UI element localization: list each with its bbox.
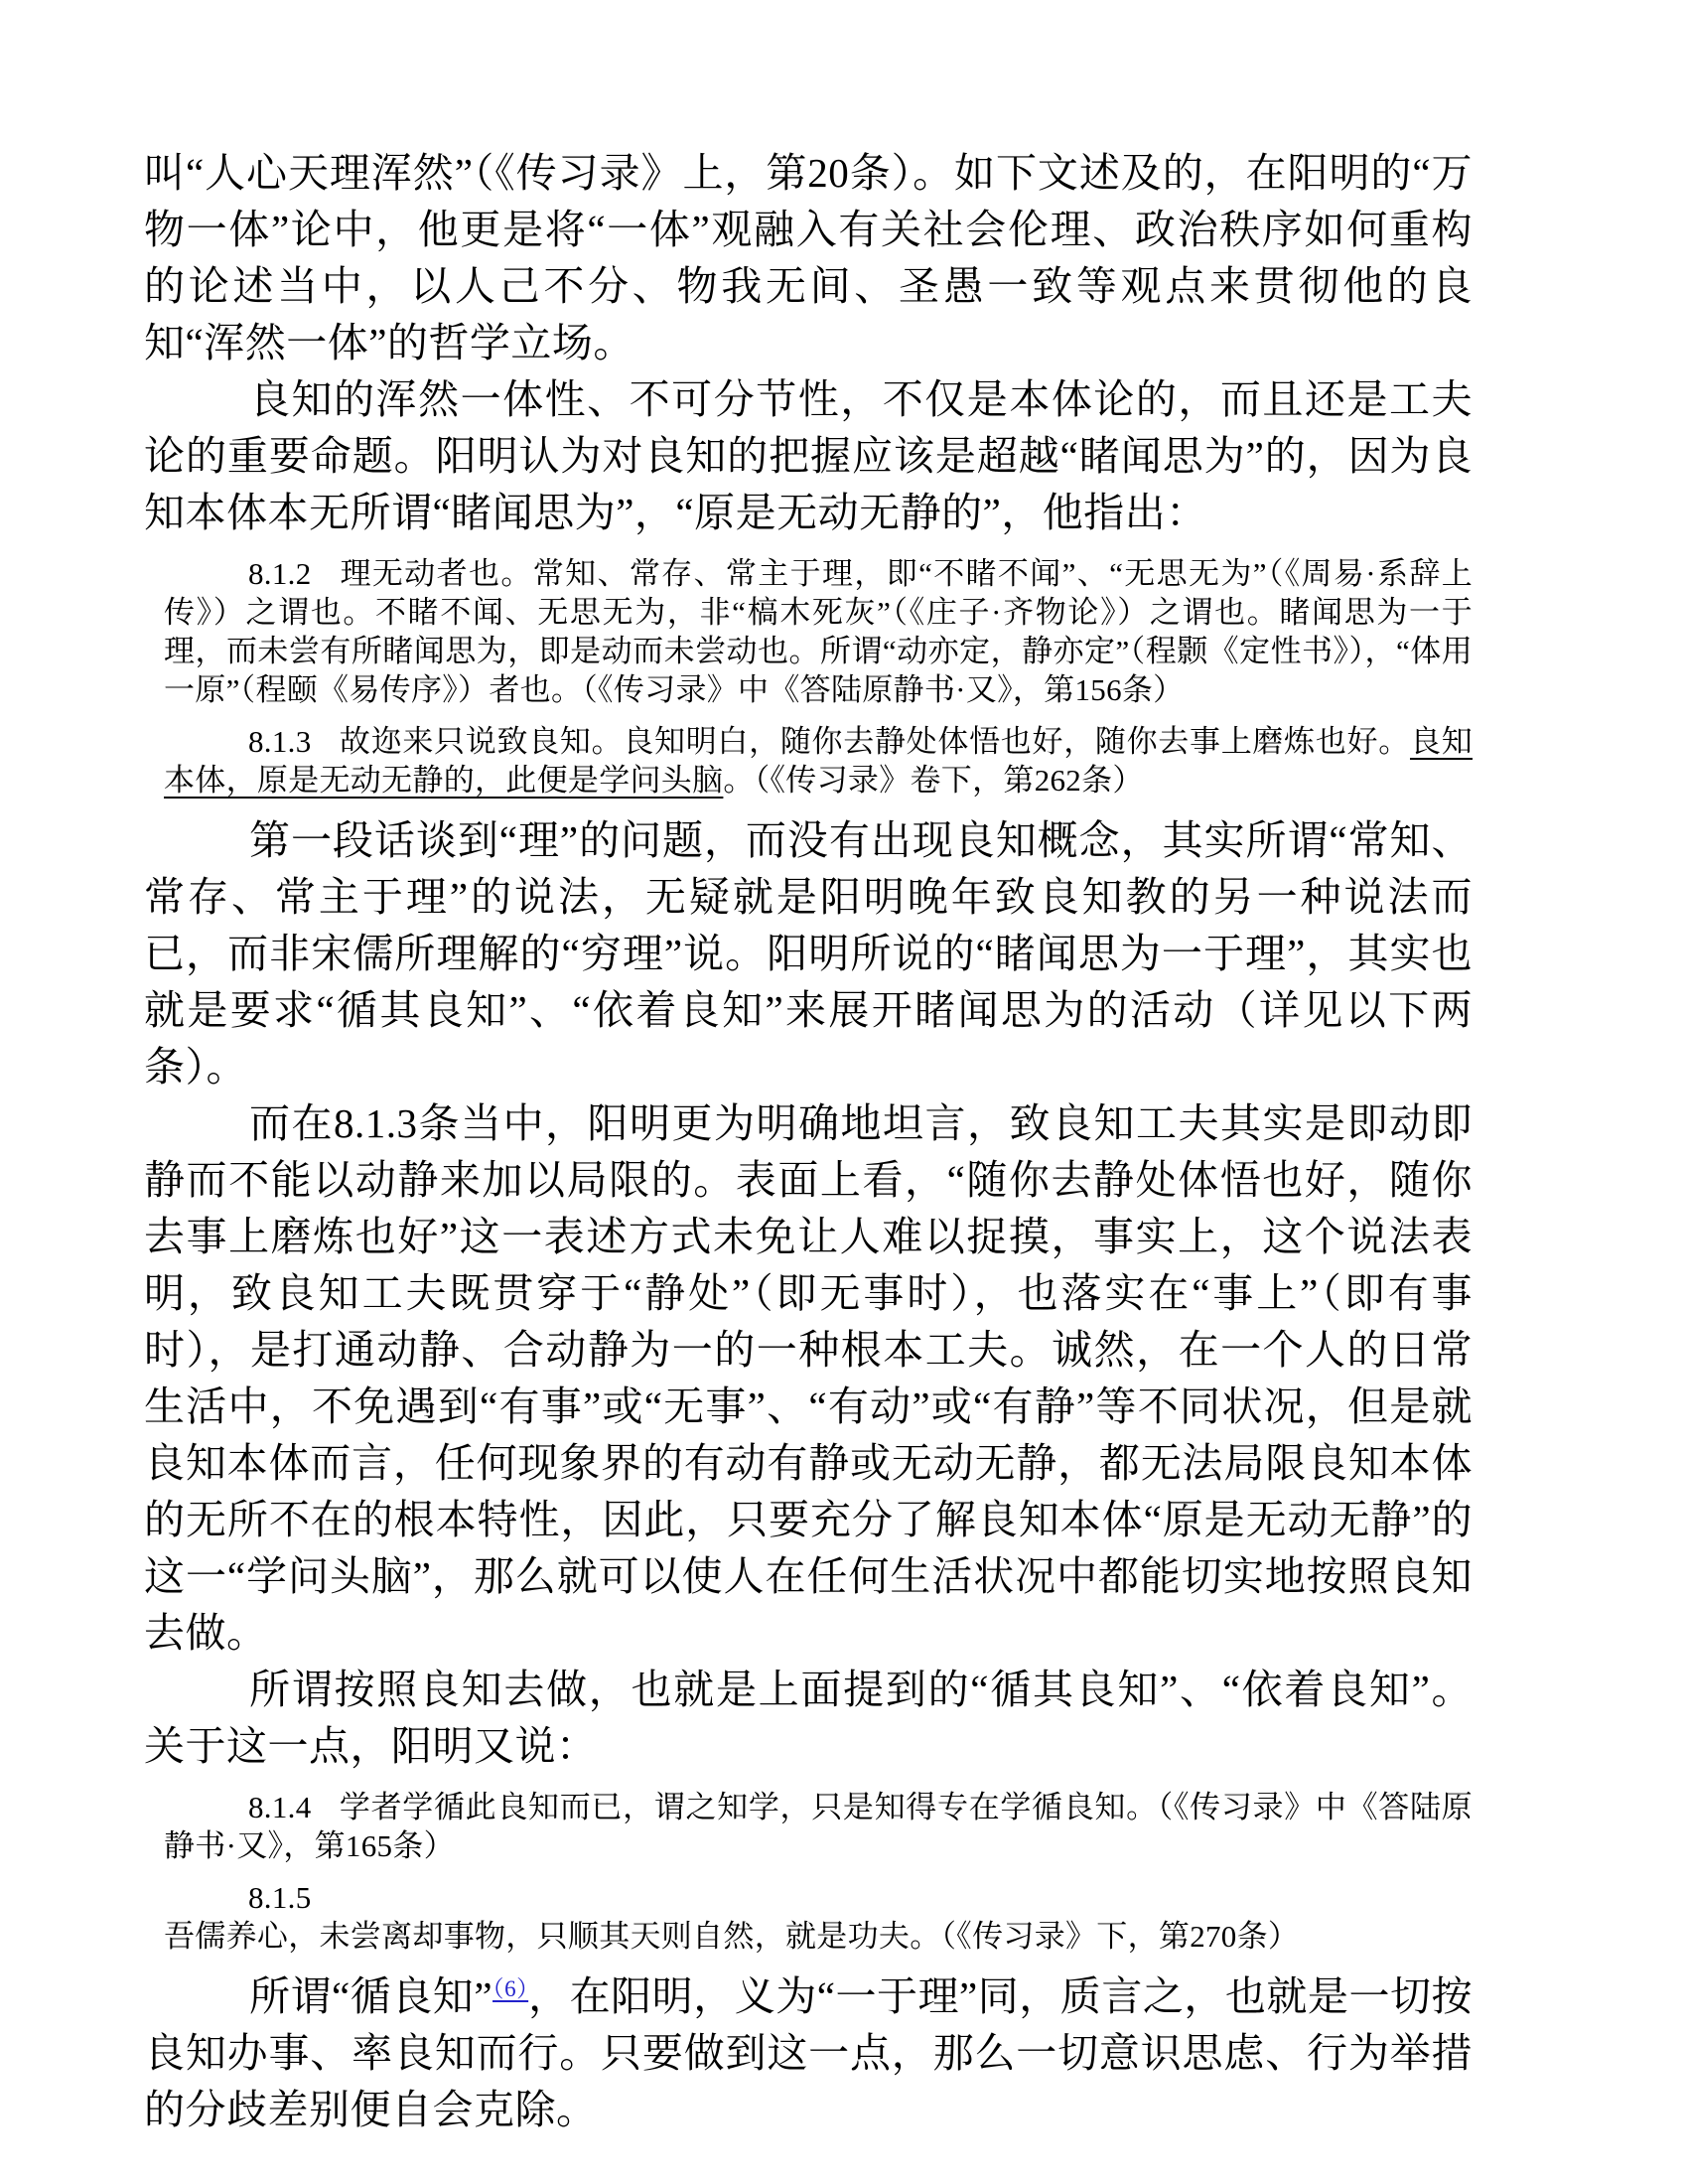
blockquote-8-1-5 <box>164 1878 1473 1956</box>
quote-text: 吾儒养心，未尝离却事物，只顺其天则自然，就是功夫。（《传习录》下，第270条） <box>164 1919 1300 1954</box>
paragraph-conclusion <box>144 1968 1473 2138</box>
footnote-link-6[interactable]: （6） <box>492 1976 529 2001</box>
paragraph-follow-liangzhi: 所谓按照良知去做，也就是上面提到的“循其良知”、“依着良知”。关于这一点，阳明又说： <box>144 1667 1473 1769</box>
quote-number-label: 8.1.3 <box>248 724 312 759</box>
paragraph-continuation: 叫“人心天理浑然”（《传习录》上，第20条）。如下文述及的，在阳明的“万物一体”论中，他更是将“一体”观融入有关社会伦理、政治秩序如何重构的论述当中，以人己不分、物我无间、圣愚一致等观点来贯彻他的良知“浑然一体”的哲学立场。 <box>144 150 1473 365</box>
blockquote-8-1-2 <box>164 554 1473 709</box>
quote-number-label: 8.1.5 <box>248 1880 312 1915</box>
paragraph-liangzhi-oneness: 良知的浑然一体性、不可分节性，不仅是本体论的，而且还是工夫论的重要命题。阳明认为对良知的把握应该是超越“睹闻思为”的，因为良知本体本无所谓“睹闻思为”，“原是无动无静的”，他指出： <box>144 376 1473 535</box>
blockquote-8-1-4 <box>164 1788 1473 1865</box>
quote-number-label: 8.1.2 <box>248 556 312 591</box>
quote-text: 理无动者也。常知、常存、常主于理，即“不睹不闻”、“无思无为”（《周易·系辞上传》）之谓也。不睹不闻、无思无为，非“槁木死灰”（《庄子·齐物论》）之谓也。睹闻思为一于理，而未尝有所睹闻思为，即是动而未尝动也。所谓“动亦定，静亦定”（程颢《定性书》），“体用一原”（程颐《易传序》）者也。（《传习录》中《答陆原静书·又》，第156条） <box>164 556 1473 707</box>
paragraph-first-passage-analysis: 第一段话谈到“理”的问题，而没有出现良知概念，其实所谓“常知、常存、常主于理”的说法，无疑就是阳明晚年致良知教的另一种说法而已，而非宋儒所理解的“穷理”说。阳明所说的“睹闻思为一于理”，其实也就是要求“循其良知”、“依着良知”来展开睹闻思为的活动（详见以下两条）。 <box>144 817 1473 1090</box>
quote-text-underlined: 良知本体，原是无动无静的，此便是学问头脑 <box>164 724 1473 798</box>
paragraph-8-1-3-analysis: 而在8.1.3条当中，阳明更为明确地坦言，致良知工夫其实是即动即静而不能以动静来加以局限的。表面上看，“随你去静处体悟也好，随你去事上磨炼也好”这一表述方式未免让人难以捉摸，事实上，这个说法表明，致良知工夫既贯穿于“静处”（即无事时），也落实在“事上”（即有事时），是打通动静、合动静为一的一种根本工夫。诚然，在一个人的日常生活中，不免遇到“有事”或“无事”、“有动”或“有静”等不同状况，但是就良知本体而言，任何现象界的有动有静或无动无静，都无法局限良知本体的无所不在的根本特性，因此，只要充分了解良知本体“原是无动无静”的这一“学问头脑”，那么就可以使人在任何生活状况中都能切实地按照良知去做。 <box>144 1100 1473 1656</box>
quote-text: 故迩来只说致良知。良知明白，随你去静处体悟也好，随你去事上磨炼也好。 <box>339 724 1410 759</box>
conclusion-text-after-footnote: ，在阳明，义为“一于理”同，质言之，也就是一切按良知办事、率良知而行。只要做到这一点，那么一切意识思虑、行为举措的分歧差别便自会克除。 <box>144 1973 1473 2132</box>
blockquote-8-1-3 <box>164 722 1473 800</box>
conclusion-text-before-footnote: 所谓“循良知” <box>249 1973 493 2019</box>
quote-number-label: 8.1.4 <box>248 1790 312 1824</box>
quote-text: 。（《传习录》卷下，第262条） <box>723 763 1144 798</box>
quote-text: 学者学循此良知而已，谓之知学，只是知得专在学循良知。（《传习录》中《答陆原静书·又》，第165条） <box>164 1790 1473 1863</box>
